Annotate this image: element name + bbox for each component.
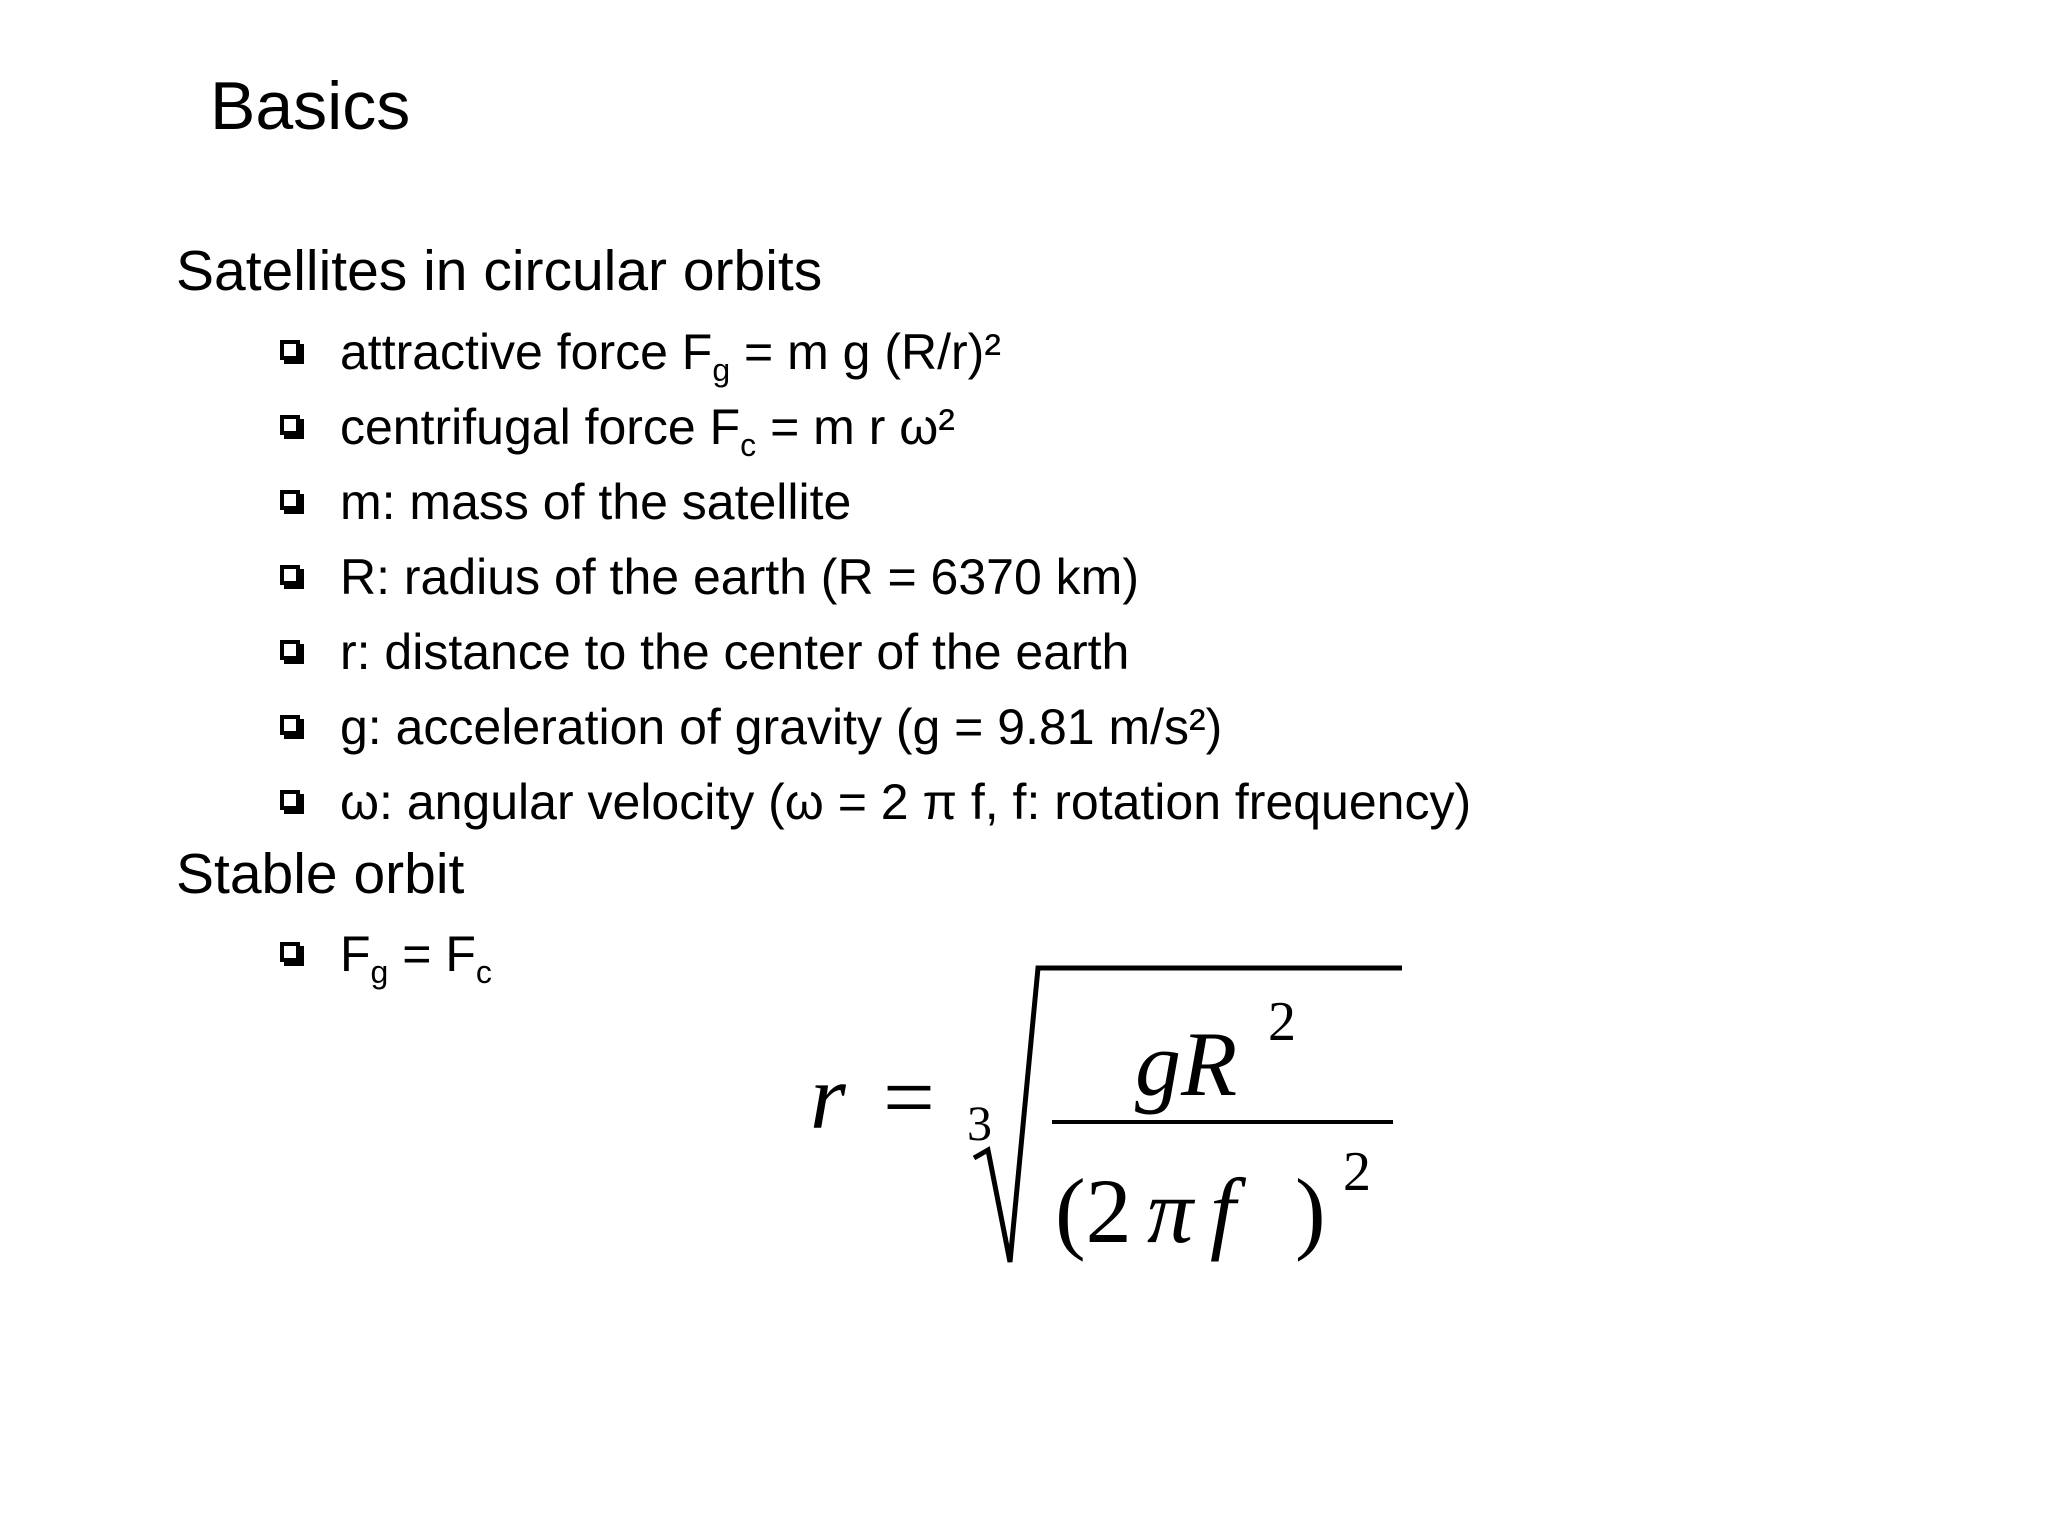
formula-equals: =: [883, 1046, 935, 1148]
bullet-text: ω: angular velocity (ω = 2 π f, f: rotation frequency): [340, 774, 1472, 830]
bullet-attractive-force: [280, 319, 1001, 388]
bullet-text: $F_g = F_c$: [340, 926, 492, 990]
bullet-text: attractive force $F_g = m$ g (R/r)²: [340, 324, 1001, 388]
formula-numerator: gR: [1135, 1013, 1238, 1115]
section-heading-satellites: Satellites in circular orbits: [176, 239, 823, 303]
square-bullet-icon: [280, 340, 300, 360]
bullet-angular-velocity: [280, 769, 1471, 835]
formula-root-index: 3: [967, 1095, 992, 1151]
square-bullet-icon: [280, 415, 300, 435]
formula-denominator-close: ): [1295, 1160, 1326, 1262]
section-heading-stable-orbit: Stable orbit: [176, 842, 465, 906]
square-bullet-icon: [280, 715, 300, 735]
square-bullet-icon: [280, 640, 300, 660]
bullet-force-balance: [280, 921, 492, 990]
formula-numerator-exponent: 2: [1268, 991, 1296, 1053]
bullet-radius: [280, 544, 1139, 610]
bullet-text: r: distance to the center of the earth: [340, 624, 1130, 680]
square-bullet-icon: [280, 490, 300, 510]
square-bullet-icon: [280, 942, 300, 962]
bullet-distance: [280, 619, 1129, 685]
bullet-mass: [280, 469, 851, 535]
bullet-text: g: acceleration of gravity (g = 9.81 m/s²): [340, 699, 1223, 755]
formula-denominator-open: (2: [1055, 1160, 1132, 1262]
formula-denominator-f: f: [1210, 1160, 1236, 1262]
bullet-gravity: [280, 694, 1222, 760]
square-bullet-icon: [280, 790, 300, 810]
formula-denominator-pi: π: [1147, 1160, 1194, 1262]
bullet-text: R: radius of the earth (R = 6370 km): [340, 549, 1139, 605]
bullet-text: m: mass of the satellite: [340, 474, 852, 530]
bullet-centrifugal-force: [280, 394, 955, 463]
formula-denominator-exponent: 2: [1343, 1141, 1371, 1203]
orbit-radius-formula: [790, 950, 1430, 1290]
slide-title: Basics: [210, 68, 411, 144]
formula-lhs: r: [810, 1046, 846, 1148]
bullet-text: centrifugal force $F_c = m$ r ω²: [340, 399, 955, 463]
square-bullet-icon: [280, 565, 300, 585]
